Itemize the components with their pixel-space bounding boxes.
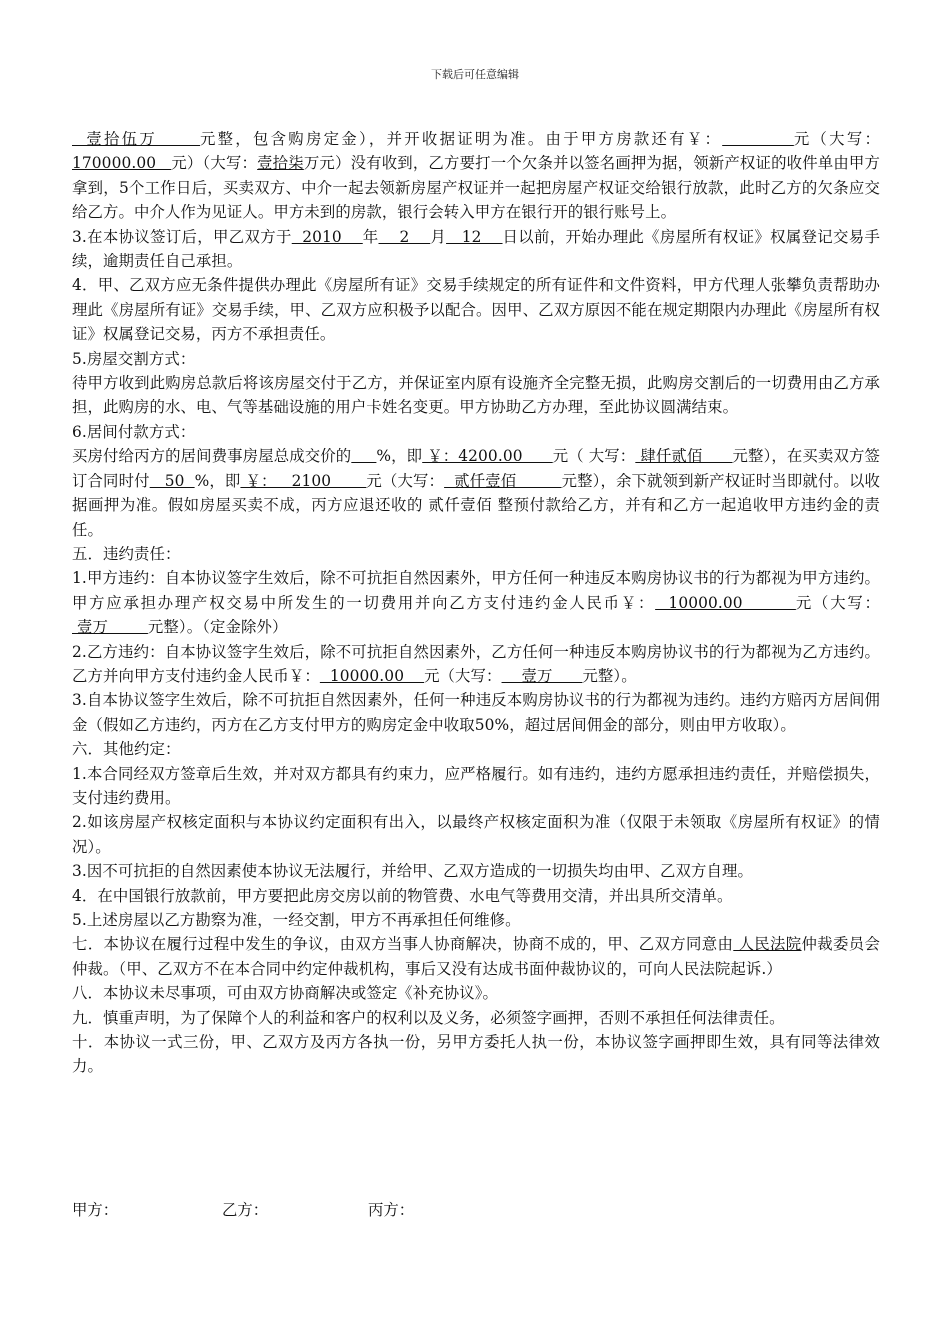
section-commission-title: 6.居间付款方式： (72, 422, 196, 441)
paragraph-other-1: 1.本合同经双方签章后生效，并对双方都具有约束力，应严格履行。如有违约，违约方愿承担违约责任，并赔偿损失，支付违约费用。 (72, 764, 880, 807)
blank-amount-words-2: 壹拾柒 (257, 154, 304, 173)
blank-percent (351, 447, 376, 465)
blank-percent-2: 50 (149, 471, 195, 490)
paragraph-clause-4: 4．甲、乙双方应无条件提供办理此《房屋所有证》交易手续规定的所有证件和文件资料，甲方代理人张攀负责帮助办理此《房屋所有证》交易手续，甲、乙双方应积极予以配合。因甲、乙双方原因不能在规定期限内办理此《房屋所有权证》权属登记交易，丙方不承担责任。 (72, 276, 880, 344)
blank-commission: ￥：4200.00 (422, 447, 553, 466)
section-breach-title: 五．违约责任： (72, 544, 181, 563)
section-other-title: 六．其他约定： (72, 740, 181, 759)
paragraph-delivery: 待甲方收到此购房总款后将该房屋交付于乙方，并保证室内原有设施齐全完整无损，此购房交割后的一切费用由乙方承担，此购房的水、电、气等基础设施的用户卡姓名变更。甲方协助乙方办理，至此协议圆满结束。 (72, 374, 880, 417)
paragraph-payment: 壹拾伍万 元整，包含购房定金），并开收据证明为准。由于甲方房款还有￥： 元（大写：170000.00 元）（大写：壹拾柒万元）没有收到，乙方要打一个欠条并以签名画押为据，领新产权证的收件单由甲方拿到，5个工作日后，买卖双方、中介一起去领新房屋产权证并一起把房屋产权证交给银行放款，此时乙方的欠条应交给乙方。中介人作为见证人。甲方未到的房款，银行会转入甲方在银行开的银行账号上。 (72, 130, 880, 222)
paragraph-breach-1: 1.甲方违约：自本协议签字生效后，除不可抗拒自然因素外，甲方任何一种违反本购房协议书的行为都视为甲方违约。甲方应承担办理产权交易中所发生的一切费用并向乙方支付违约金人民币￥： 10000.00 元（大写： 壹万 元整）。（定金除外） (72, 569, 880, 637)
blank-deposit-words: 贰仟壹佰 (444, 471, 562, 490)
paragraph-breach-2: 2.乙方违约：自本协议签字生效后，除不可抗拒自然因素外，乙方任何一种违反本购房协议书的行为都视为乙方违约。乙方并向甲方支付违约金人民币￥： 10000.00 元（大写： 壹万 元整）。 (72, 642, 880, 685)
signature-party-c: 丙方： (368, 1201, 415, 1219)
blank-penalty-b-words: 壹万 (501, 666, 583, 685)
blank-penalty-a: 10000.00 (655, 593, 796, 612)
signature-party-a: 甲方： (72, 1201, 119, 1219)
agreement-body (72, 127, 880, 1079)
paragraph-other-3: 3.因不可抗拒的自然因素使本协议无法履行，并给甲、乙双方造成的一切损失均由甲、乙双方自理。 (72, 862, 753, 881)
blank-penalty-b: 10000.00 (319, 666, 425, 685)
blank-commission-words: 肆仟贰佰 (635, 447, 733, 466)
paragraph-clause-9: 九．慎重声明，为了保障个人的利益和客户的权利以及义务，必须签字画押，否则不承担任何法律责任。 (72, 1008, 785, 1027)
paragraph-other-5: 5.上述房屋以乙方勘察为准，一经交割，甲方不再承担任何维修。 (72, 911, 521, 929)
paragraph-other-2: 2.如该房屋产权核定面积与本协议约定面积有出入，以最终产权核定面积为准（仅限于未领取《房屋所有权证》的情况）。 (72, 813, 880, 856)
blank-amount-words: 壹拾伍万 (72, 130, 200, 148)
paragraph-clause-8: 八．本协议未尽事项，可由双方协商解决或签定《补充协议》。 (72, 984, 499, 1003)
paragraph-other-4: 4．在中国银行放款前，甲方要把此房交房以前的物管费、水电气等费用交清，并出具所交清单。 (72, 886, 733, 905)
blank-month: 2 (378, 227, 431, 246)
blank-arbitration: 人民法院 (733, 935, 802, 954)
blank-day: 12 (446, 227, 503, 246)
blank-penalty-a-words: 壹万 (72, 618, 148, 637)
blank-amount-number: 170000.00 (72, 154, 172, 173)
paragraph-breach-3: 3.自本协议签字生效后，除不可抗拒自然因素外，任何一种违反本购房协议书的行为都视为违约。违约方赔丙方居间佣金（假如乙方违约，丙方在乙方支付甲方的购房定金中收取50%，超过居间佣金的部分，则由甲方收取）。 (72, 691, 880, 734)
page-header: 下载后可任意编辑 (431, 68, 519, 81)
paragraph-clause-3: 3.在本协议签订后，甲乙双方于 2010 年 2 月 12 日以前，开始办理此《房屋所有权证》权属登记交易手续，逾期责任自己承担。 (72, 227, 880, 271)
paragraph-dispute: 七．本协议在履行过程中发生的争议，由双方当事人协商解决，协商不成的，甲、乙双方同意由 人民法院仲裁委员会仲裁。（甲、乙双方不在本合同中约定仲裁机构，事后又没有达成书面仲裁协议的，可向人民法院起诉.） (72, 935, 880, 978)
paragraph-commission: 买房付给丙方的居间费事房屋总成交价的 %，即 ￥：4200.00 元（ 大写： 肆仟贰佰 元整），在买卖双方签订合同时付 50 %，即 ￥： 2100 元（大写： 贰仟壹佰 元整），余下就领到新产权证时当即就付。以收据画押为准。假如房屋买卖不成，丙方应退还收的 贰仟壹佰 整预付款给乙方，并有和乙方一起追收甲方违约金的责任。 (72, 447, 880, 539)
section-delivery-title: 5.房屋交割方式： (72, 349, 196, 368)
signature-party-b: 乙方： (222, 1201, 269, 1219)
paragraph-clause-10: 十．本协议一式三份，甲、乙双方及丙方各执一份，另甲方委托人执一份，本协议签字画押即生效，具有同等法律效力。 (72, 1033, 880, 1076)
blank-remaining (722, 130, 794, 148)
blank-year: 2010 (291, 227, 363, 246)
blank-deposit: ￥： 2100 (240, 471, 367, 490)
